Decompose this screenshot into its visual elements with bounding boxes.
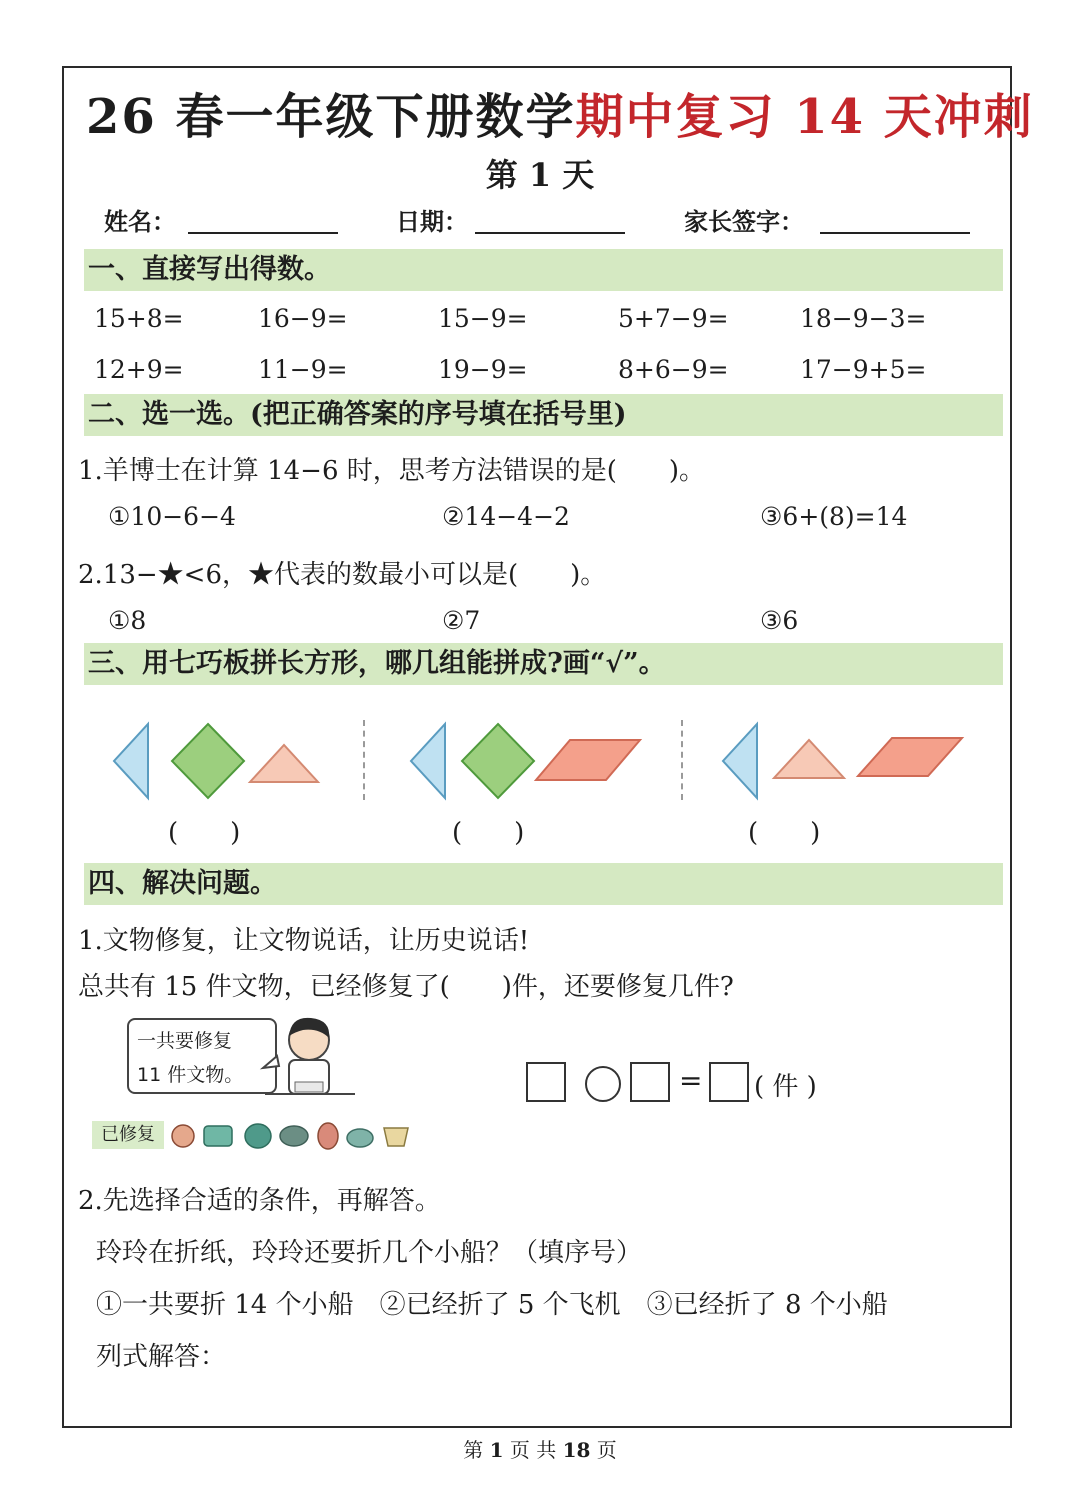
option: ①10−6−4 [108, 502, 236, 531]
total-pages: 18 [562, 1438, 591, 1462]
question-1: 1.羊博士在计算 14−6 时，思考方法错误的是( )。 [78, 456, 706, 486]
name-label: 姓名： [104, 207, 176, 236]
pink-triangle [774, 740, 844, 778]
section2-heading: 二、选一选。(把正确答案的序号填在括号里) [88, 399, 627, 430]
operator-circle[interactable] [585, 1066, 621, 1102]
answer-box[interactable] [630, 1062, 670, 1102]
calc-item: 5+7−9= [618, 304, 729, 333]
section4-heading: 四、解决问题。 [88, 868, 277, 899]
name-field[interactable] [188, 232, 338, 234]
date-label: 日期： [396, 207, 468, 236]
calc-item: 11−9= [258, 355, 348, 384]
group-divider [363, 720, 365, 800]
question-2: 2.13−★<6，★代表的数最小可以是( )。 [78, 560, 607, 590]
calc-item: 15−9= [438, 304, 528, 333]
option: ①8 [108, 606, 147, 635]
blue-triangle [114, 724, 148, 798]
section4-band [84, 863, 1003, 905]
problem-1-question: 总共有 15 件文物，已经修复了( )件，还要修复几件? [78, 972, 734, 1002]
bubble-line: 11 件文物。 [137, 1064, 244, 1086]
calc-item: 17−9+5= [800, 355, 927, 384]
blue-triangle [723, 724, 757, 798]
problem-2-question: 玲玲在折纸，玲玲还要折几个小船？（填序号） [96, 1238, 643, 1268]
problem-1-title: 1.文物修复，让文物说话，让历史说话! [78, 926, 530, 956]
orange-parallelogram [858, 738, 962, 776]
equals-sign: = [679, 1064, 703, 1097]
option: ③6 [760, 606, 799, 635]
blue-triangle [411, 724, 445, 798]
tangram-groups [0, 700, 1080, 820]
option: ②7 [442, 606, 481, 635]
parent-signature-field[interactable] [820, 232, 970, 234]
title-black: 26 春一年级下册数学 [86, 89, 576, 145]
group-divider [681, 720, 683, 800]
artifact-icons [168, 1118, 412, 1152]
answer-paren[interactable]: ( ) [168, 818, 241, 848]
repaired-tag: 已修复 [92, 1121, 164, 1149]
calc-item: 12+9= [94, 355, 184, 384]
option: ③6+(8)=14 [760, 502, 908, 531]
unit-label: ( 件 ) [754, 1072, 817, 1102]
page-number: 1 [489, 1438, 504, 1462]
orange-parallelogram [536, 740, 640, 780]
section1-band [84, 249, 1003, 291]
title-red: 期中复习 14 天冲刺 [575, 89, 1034, 145]
option: ②14−4−2 [442, 502, 570, 531]
answer-paren[interactable]: ( ) [452, 818, 525, 848]
answer-paren[interactable]: ( ) [748, 818, 821, 848]
date-field[interactable] [475, 232, 625, 234]
section1-heading: 一、直接写出得数。 [88, 254, 331, 285]
answer-label: 列式解答： [96, 1342, 227, 1372]
calc-item: 18−9−3= [800, 304, 927, 333]
page-footer [0, 1434, 1080, 1463]
footer-prefix: 第 [463, 1438, 490, 1462]
problem-2-title: 2.先选择合适的条件，再解答。 [78, 1186, 441, 1216]
bubble-line: 一共要修复 [137, 1030, 233, 1052]
green-square [172, 724, 244, 798]
answer-box[interactable] [526, 1062, 566, 1102]
parent-signature-label: 家长签字： [684, 207, 804, 236]
calc-item: 19−9= [438, 355, 528, 384]
green-square [462, 724, 534, 798]
pink-triangle [250, 745, 318, 782]
section2-band [84, 394, 1003, 436]
answer-box[interactable] [709, 1062, 749, 1102]
page-title [86, 78, 1034, 147]
calc-item: 15+8= [94, 304, 184, 333]
footer-mid: 页 共 [503, 1438, 563, 1462]
section3-heading: 三、用七巧板拼长方形，哪几组能拼成?画“√”。 [88, 648, 666, 679]
calc-item: 8+6−9= [618, 355, 729, 384]
footer-suffix: 页 [590, 1438, 617, 1462]
calc-item: 16−9= [258, 304, 348, 333]
restorer-figure [255, 1016, 360, 1110]
problem-2-options: ①一共要折 14 个小船 ②已经折了 5 个飞机 ③已经折了 8 个小船 [96, 1290, 888, 1320]
day-subtitle: 第 1 天 [485, 156, 595, 194]
section3-band [84, 643, 1003, 685]
